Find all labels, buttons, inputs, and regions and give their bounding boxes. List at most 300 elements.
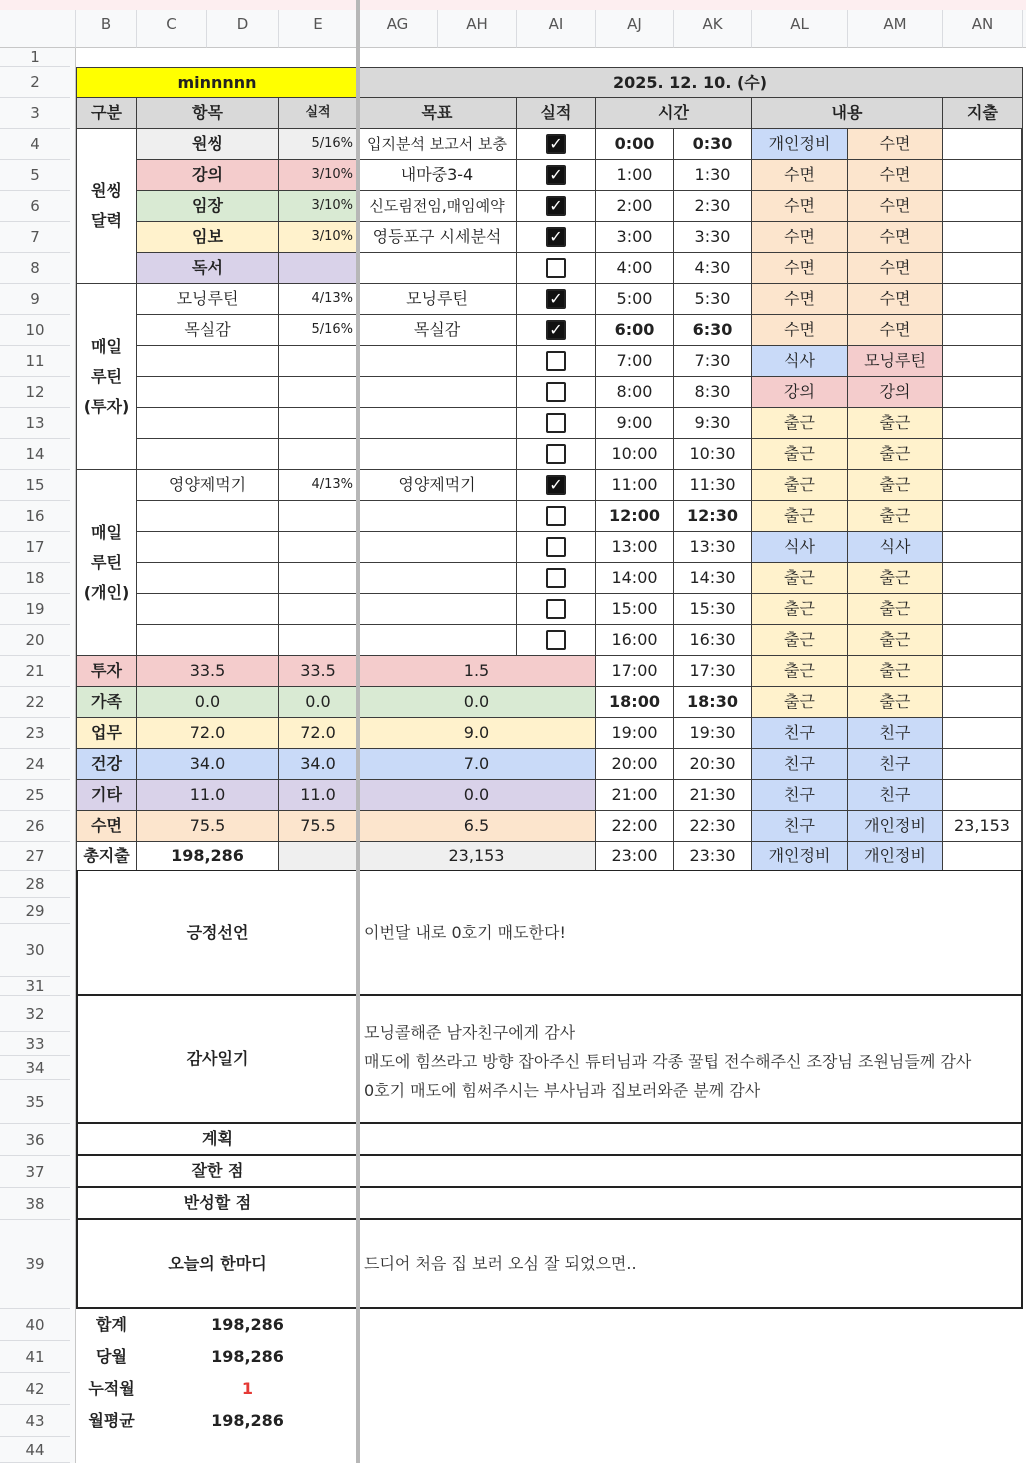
summary-value-2[interactable]: 33.5 — [279, 656, 358, 687]
column-header-C[interactable]: C — [137, 0, 207, 48]
summary-goal[interactable]: 6.5 — [358, 811, 596, 842]
row-number-4[interactable]: 4 — [0, 129, 70, 160]
row-number-26[interactable]: 26 — [0, 811, 70, 842]
checkbox-checked[interactable]: ✓ — [546, 165, 566, 185]
column-header-AI[interactable]: AI — [517, 0, 596, 48]
schedule-end-time[interactable]: 17:30 — [674, 656, 752, 687]
schedule-end-time[interactable]: 3:30 — [674, 222, 752, 253]
row-number-21[interactable]: 21 — [0, 656, 70, 687]
checkbox-unchecked[interactable] — [546, 630, 566, 650]
item-name[interactable]: 강의 — [137, 160, 279, 191]
schedule-activity-a[interactable]: 친구 — [752, 780, 848, 811]
checkbox-checked[interactable]: ✓ — [546, 196, 566, 216]
column-header-AN[interactable]: AN — [943, 0, 1023, 48]
schedule-activity-b[interactable]: 출근 — [848, 470, 943, 501]
item-result[interactable] — [279, 594, 358, 625]
schedule-activity-b[interactable]: 친구 — [848, 718, 943, 749]
checkbox-cell[interactable] — [517, 625, 596, 656]
schedule-end-time[interactable]: 4:30 — [674, 253, 752, 284]
summary-goal[interactable]: 0.0 — [358, 687, 596, 718]
item-goal[interactable] — [358, 563, 517, 594]
item-name[interactable] — [137, 377, 279, 408]
saying-label[interactable]: 오늘의 한마디 — [76, 1220, 358, 1309]
schedule-start-time[interactable]: 19:00 — [596, 718, 674, 749]
schedule-end-time[interactable]: 20:30 — [674, 749, 752, 780]
row-number-38[interactable]: 38 — [0, 1188, 70, 1220]
schedule-activity-b[interactable]: 출근 — [848, 563, 943, 594]
schedule-activity-a[interactable]: 출근 — [752, 687, 848, 718]
schedule-start-time[interactable]: 23:00 — [596, 842, 674, 871]
summary-label[interactable]: 건강 — [76, 749, 137, 780]
summary-value[interactable]: 11.0 — [137, 780, 279, 811]
item-result[interactable] — [279, 532, 358, 563]
item-name[interactable]: 모닝루틴 — [137, 284, 279, 315]
row-number-40[interactable]: 40 — [0, 1309, 70, 1341]
item-name[interactable]: 목실감 — [137, 315, 279, 346]
row-number-6[interactable]: 6 — [0, 191, 70, 222]
schedule-activity-b[interactable]: 모닝루틴 — [848, 346, 943, 377]
schedule-expense[interactable] — [943, 346, 1023, 377]
summary-value-2[interactable]: 11.0 — [279, 780, 358, 811]
schedule-start-time[interactable]: 12:00 — [596, 501, 674, 532]
schedule-activity-b[interactable]: 출근 — [848, 439, 943, 470]
checkbox-unchecked[interactable] — [546, 413, 566, 433]
schedule-activity-a[interactable]: 출근 — [752, 625, 848, 656]
schedule-activity-a[interactable]: 출근 — [752, 408, 848, 439]
checkbox-cell[interactable] — [517, 563, 596, 594]
schedule-activity-a[interactable]: 개인정비 — [752, 842, 848, 871]
schedule-start-time[interactable]: 4:00 — [596, 253, 674, 284]
schedule-activity-a[interactable]: 수면 — [752, 191, 848, 222]
item-result[interactable] — [279, 501, 358, 532]
item-name[interactable] — [137, 346, 279, 377]
schedule-expense[interactable] — [943, 408, 1023, 439]
schedule-activity-a[interactable]: 강의 — [752, 377, 848, 408]
schedule-end-time[interactable]: 23:30 — [674, 842, 752, 871]
row-number-32[interactable]: 32 — [0, 996, 70, 1032]
schedule-expense[interactable] — [943, 470, 1023, 501]
schedule-activity-a[interactable]: 친구 — [752, 811, 848, 842]
schedule-expense[interactable] — [943, 625, 1023, 656]
schedule-expense[interactable] — [943, 377, 1023, 408]
row-number-31[interactable]: 31 — [0, 977, 70, 996]
summary-goal[interactable]: 9.0 — [358, 718, 596, 749]
row-number-23[interactable]: 23 — [0, 718, 70, 749]
header-content[interactable]: 내용 — [752, 98, 943, 129]
header-done[interactable]: 실적 — [517, 98, 596, 129]
schedule-end-time[interactable]: 5:30 — [674, 284, 752, 315]
schedule-activity-b[interactable]: 수면 — [848, 160, 943, 191]
row-number-43[interactable]: 43 — [0, 1405, 70, 1437]
checkbox-checked[interactable]: ✓ — [546, 289, 566, 309]
summary-value[interactable]: 34.0 — [137, 749, 279, 780]
sheet-title[interactable]: minnnnn — [76, 67, 358, 98]
schedule-start-time[interactable]: 10:00 — [596, 439, 674, 470]
checkbox-checked[interactable]: ✓ — [546, 475, 566, 495]
schedule-activity-b[interactable]: 출근 — [848, 625, 943, 656]
summary-label[interactable]: 가족 — [76, 687, 137, 718]
column-header-AK[interactable]: AK — [674, 0, 752, 48]
schedule-expense[interactable] — [943, 563, 1023, 594]
row-number-42[interactable]: 42 — [0, 1373, 70, 1405]
row-number-15[interactable]: 15 — [0, 470, 70, 501]
schedule-start-time[interactable]: 21:00 — [596, 780, 674, 811]
row-number-24[interactable]: 24 — [0, 749, 70, 780]
header-category[interactable]: 구분 — [76, 98, 137, 129]
schedule-activity-a[interactable]: 수면 — [752, 284, 848, 315]
item-goal[interactable] — [358, 253, 517, 284]
checkbox-checked[interactable]: ✓ — [546, 320, 566, 340]
row-number-36[interactable]: 36 — [0, 1124, 70, 1156]
schedule-start-time[interactable]: 7:00 — [596, 346, 674, 377]
checkbox-cell[interactable] — [517, 501, 596, 532]
schedule-activity-a[interactable]: 식사 — [752, 532, 848, 563]
schedule-start-time[interactable]: 5:00 — [596, 284, 674, 315]
checkbox-cell[interactable] — [517, 470, 596, 501]
summary-value-2[interactable]: 72.0 — [279, 718, 358, 749]
item-goal[interactable]: 입지분석 보고서 보충 — [358, 129, 517, 160]
item-name[interactable] — [137, 532, 279, 563]
checkbox-cell[interactable] — [517, 315, 596, 346]
checkbox-unchecked[interactable] — [546, 382, 566, 402]
schedule-activity-b[interactable]: 식사 — [848, 532, 943, 563]
total-expense-value[interactable]: 198,286 — [137, 842, 279, 871]
schedule-start-time[interactable]: 18:00 — [596, 687, 674, 718]
row-number-11[interactable]: 11 — [0, 346, 70, 377]
totals-value[interactable]: 1 — [241, 1379, 254, 1399]
schedule-end-time[interactable]: 0:30 — [674, 129, 752, 160]
schedule-end-time[interactable]: 15:30 — [674, 594, 752, 625]
row-number-41[interactable]: 41 — [0, 1341, 70, 1373]
totals-value[interactable]: 198,286 — [211, 1347, 284, 1367]
schedule-end-time[interactable]: 1:30 — [674, 160, 752, 191]
column-header-AG[interactable]: AG — [358, 0, 438, 48]
row-number-37[interactable]: 37 — [0, 1156, 70, 1188]
schedule-end-time[interactable]: 22:30 — [674, 811, 752, 842]
row-number-1[interactable]: 1 — [0, 48, 70, 67]
schedule-end-time[interactable]: 8:30 — [674, 377, 752, 408]
schedule-activity-a[interactable]: 친구 — [752, 718, 848, 749]
header-time[interactable]: 시간 — [596, 98, 752, 129]
row-number-9[interactable]: 9 — [0, 284, 70, 315]
checkbox-unchecked[interactable] — [546, 599, 566, 619]
schedule-expense[interactable] — [943, 687, 1023, 718]
schedule-activity-a[interactable]: 출근 — [752, 563, 848, 594]
schedule-start-time[interactable]: 9:00 — [596, 408, 674, 439]
summary-label[interactable]: 투자 — [76, 656, 137, 687]
total-expense-goal[interactable]: 23,153 — [358, 842, 596, 871]
schedule-expense[interactable] — [943, 749, 1023, 780]
item-goal[interactable]: 신도림전임,매임예약 — [358, 191, 517, 222]
schedule-activity-a[interactable]: 수면 — [752, 160, 848, 191]
row-number-10[interactable]: 10 — [0, 315, 70, 346]
gratitude-label[interactable]: 감사일기 — [76, 996, 358, 1124]
checkbox-cell[interactable] — [517, 439, 596, 470]
row-number-35[interactable]: 35 — [0, 1080, 70, 1124]
item-goal[interactable] — [358, 594, 517, 625]
schedule-start-time[interactable]: 13:00 — [596, 532, 674, 563]
item-name[interactable] — [137, 501, 279, 532]
row-number-25[interactable]: 25 — [0, 780, 70, 811]
column-header-AL[interactable]: AL — [752, 0, 848, 48]
row-number-39[interactable]: 39 — [0, 1220, 70, 1309]
schedule-activity-a[interactable]: 수면 — [752, 315, 848, 346]
schedule-expense[interactable] — [943, 594, 1023, 625]
row-number-29[interactable]: 29 — [0, 898, 70, 924]
schedule-expense[interactable]: 23,153 — [943, 811, 1023, 842]
schedule-start-time[interactable]: 22:00 — [596, 811, 674, 842]
row-number-14[interactable]: 14 — [0, 439, 70, 470]
row-number-2[interactable]: 2 — [0, 67, 70, 98]
schedule-expense[interactable] — [943, 501, 1023, 532]
item-result[interactable] — [279, 563, 358, 594]
summary-goal[interactable]: 7.0 — [358, 749, 596, 780]
item-result[interactable] — [279, 346, 358, 377]
affirmation-text[interactable]: 이번달 내로 0호기 매도한다! — [358, 871, 1023, 996]
schedule-expense[interactable] — [943, 532, 1023, 563]
schedule-expense[interactable] — [943, 439, 1023, 470]
summary-label[interactable]: 기타 — [76, 780, 137, 811]
reflect-text[interactable] — [358, 1188, 1023, 1220]
frozen-column-divider[interactable] — [356, 0, 360, 1463]
schedule-end-time[interactable]: 16:30 — [674, 625, 752, 656]
checkbox-checked[interactable]: ✓ — [546, 227, 566, 247]
summary-label[interactable]: 업무 — [76, 718, 137, 749]
plan-label[interactable]: 계획 — [76, 1124, 358, 1156]
saying-text[interactable]: 드디어 처음 집 보러 오심 잘 되었으면.. — [358, 1220, 1023, 1309]
row-number-34[interactable]: 34 — [0, 1056, 70, 1080]
schedule-activity-a[interactable]: 출근 — [752, 501, 848, 532]
checkbox-cell[interactable] — [517, 284, 596, 315]
item-goal[interactable] — [358, 346, 517, 377]
summary-value[interactable]: 33.5 — [137, 656, 279, 687]
item-name[interactable] — [137, 439, 279, 470]
schedule-expense[interactable] — [943, 842, 1023, 871]
schedule-activity-b[interactable]: 수면 — [848, 129, 943, 160]
good-text[interactable] — [358, 1156, 1023, 1188]
checkbox-checked[interactable]: ✓ — [546, 134, 566, 154]
item-result[interactable] — [279, 377, 358, 408]
checkbox-unchecked[interactable] — [546, 444, 566, 464]
item-result[interactable]: 5/16% — [279, 129, 358, 160]
row-number-20[interactable]: 20 — [0, 625, 70, 656]
row-number-28[interactable]: 28 — [0, 871, 70, 898]
schedule-start-time[interactable]: 1:00 — [596, 160, 674, 191]
checkbox-cell[interactable] — [517, 346, 596, 377]
schedule-expense[interactable] — [943, 718, 1023, 749]
schedule-activity-b[interactable]: 강의 — [848, 377, 943, 408]
checkbox-cell[interactable] — [517, 129, 596, 160]
schedule-end-time[interactable]: 14:30 — [674, 563, 752, 594]
schedule-expense[interactable] — [943, 160, 1023, 191]
summary-label[interactable]: 수면 — [76, 811, 137, 842]
schedule-expense[interactable] — [943, 780, 1023, 811]
row-number-3[interactable]: 3 — [0, 98, 70, 129]
header-item[interactable]: 항목 — [137, 98, 279, 129]
item-goal[interactable]: 목실감 — [358, 315, 517, 346]
schedule-activity-b[interactable]: 수면 — [848, 315, 943, 346]
checkbox-cell[interactable] — [517, 160, 596, 191]
row-number-12[interactable]: 12 — [0, 377, 70, 408]
schedule-start-time[interactable]: 6:00 — [596, 315, 674, 346]
gratitude-line[interactable]: 모닝콜해준 남자친구에게 감사 — [364, 1023, 576, 1042]
item-goal[interactable] — [358, 439, 517, 470]
column-header-AH[interactable]: AH — [438, 0, 517, 48]
schedule-end-time[interactable]: 9:30 — [674, 408, 752, 439]
gratitude-line[interactable]: 0호기 매도에 힘써주시는 부사님과 집보러와준 분께 감사 — [364, 1081, 761, 1100]
item-name[interactable]: 임보 — [137, 222, 279, 253]
row-number-7[interactable]: 7 — [0, 222, 70, 253]
schedule-activity-a[interactable]: 개인정비 — [752, 129, 848, 160]
row-number-13[interactable]: 13 — [0, 408, 70, 439]
affirmation-label[interactable]: 긍정선언 — [76, 871, 358, 996]
schedule-activity-a[interactable]: 식사 — [752, 346, 848, 377]
totals-value[interactable]: 198,286 — [211, 1411, 284, 1431]
column-header-B[interactable]: B — [76, 0, 137, 48]
checkbox-unchecked[interactable] — [546, 258, 566, 278]
column-header-D[interactable]: D — [207, 0, 279, 48]
schedule-start-time[interactable]: 15:00 — [596, 594, 674, 625]
row-number-19[interactable]: 19 — [0, 594, 70, 625]
gratitude-text[interactable] — [358, 996, 1023, 1124]
row-number-17[interactable]: 17 — [0, 532, 70, 563]
group-label[interactable]: 매일 루틴 (개인) — [76, 470, 137, 656]
checkbox-cell[interactable] — [517, 594, 596, 625]
column-header-AJ[interactable]: AJ — [596, 0, 674, 48]
schedule-activity-a[interactable]: 출근 — [752, 656, 848, 687]
column-header-E[interactable]: E — [279, 0, 358, 48]
summary-value[interactable]: 72.0 — [137, 718, 279, 749]
checkbox-cell[interactable] — [517, 408, 596, 439]
schedule-activity-a[interactable]: 출근 — [752, 470, 848, 501]
schedule-activity-b[interactable]: 친구 — [848, 780, 943, 811]
schedule-start-time[interactable]: 20:00 — [596, 749, 674, 780]
item-result[interactable] — [279, 253, 358, 284]
schedule-start-time[interactable]: 16:00 — [596, 625, 674, 656]
schedule-activity-a[interactable]: 수면 — [752, 222, 848, 253]
schedule-activity-b[interactable]: 개인정비 — [848, 811, 943, 842]
schedule-activity-a[interactable]: 출근 — [752, 594, 848, 625]
summary-value-2[interactable]: 75.5 — [279, 811, 358, 842]
schedule-start-time[interactable]: 3:00 — [596, 222, 674, 253]
item-name[interactable]: 영양제먹기 — [137, 470, 279, 501]
schedule-start-time[interactable]: 0:00 — [596, 129, 674, 160]
checkbox-unchecked[interactable] — [546, 537, 566, 557]
schedule-activity-b[interactable]: 출근 — [848, 408, 943, 439]
item-goal[interactable] — [358, 377, 517, 408]
header-goal[interactable]: 목표 — [358, 98, 517, 129]
schedule-start-time[interactable]: 8:00 — [596, 377, 674, 408]
row-number-22[interactable]: 22 — [0, 687, 70, 718]
schedule-expense[interactable] — [943, 222, 1023, 253]
schedule-activity-b[interactable]: 출근 — [848, 656, 943, 687]
row-number-30[interactable]: 30 — [0, 924, 70, 977]
item-goal[interactable] — [358, 501, 517, 532]
schedule-end-time[interactable]: 6:30 — [674, 315, 752, 346]
schedule-expense[interactable] — [943, 253, 1023, 284]
group-label[interactable]: 원씽 달력 — [76, 129, 137, 284]
item-result[interactable]: 3/10% — [279, 191, 358, 222]
item-result[interactable]: 4/13% — [279, 284, 358, 315]
schedule-activity-b[interactable]: 출근 — [848, 594, 943, 625]
checkbox-cell[interactable] — [517, 377, 596, 408]
summary-goal[interactable]: 0.0 — [358, 780, 596, 811]
checkbox-unchecked[interactable] — [546, 568, 566, 588]
schedule-activity-b[interactable]: 개인정비 — [848, 842, 943, 871]
totals-value[interactable]: 198,286 — [211, 1315, 284, 1335]
item-goal[interactable] — [358, 532, 517, 563]
schedule-expense[interactable] — [943, 656, 1023, 687]
schedule-start-time[interactable]: 11:00 — [596, 470, 674, 501]
schedule-activity-a[interactable]: 수면 — [752, 253, 848, 284]
row-number-18[interactable]: 18 — [0, 563, 70, 594]
row-number-33[interactable]: 33 — [0, 1032, 70, 1056]
schedule-activity-b[interactable]: 수면 — [848, 284, 943, 315]
checkbox-unchecked[interactable] — [546, 351, 566, 371]
schedule-end-time[interactable]: 19:30 — [674, 718, 752, 749]
plan-text[interactable] — [358, 1124, 1023, 1156]
summary-value[interactable]: 0.0 — [137, 687, 279, 718]
checkbox-cell[interactable] — [517, 191, 596, 222]
schedule-end-time[interactable]: 2:30 — [674, 191, 752, 222]
schedule-activity-b[interactable]: 수면 — [848, 222, 943, 253]
item-goal[interactable]: 영등포구 시세분석 — [358, 222, 517, 253]
checkbox-unchecked[interactable] — [546, 506, 566, 526]
gratitude-line[interactable]: 매도에 힘쓰라고 방향 잡아주신 튜터님과 각종 꿀팁 전수해주신 조장님 조원님들께 감사 — [364, 1052, 972, 1071]
item-name[interactable] — [137, 594, 279, 625]
schedule-end-time[interactable]: 10:30 — [674, 439, 752, 470]
column-header-AM[interactable]: AM — [848, 0, 943, 48]
schedule-end-time[interactable]: 7:30 — [674, 346, 752, 377]
row-number-44[interactable]: 44 — [0, 1437, 70, 1463]
total-expense-label[interactable]: 총지출 — [76, 842, 137, 871]
row-number-8[interactable]: 8 — [0, 253, 70, 284]
date-header[interactable]: 2025. 12. 10. (수) — [358, 67, 1023, 98]
schedule-activity-a[interactable]: 친구 — [752, 749, 848, 780]
summary-value[interactable]: 75.5 — [137, 811, 279, 842]
row-number-16[interactable]: 16 — [0, 501, 70, 532]
item-result[interactable]: 3/10% — [279, 222, 358, 253]
schedule-activity-b[interactable]: 친구 — [848, 749, 943, 780]
item-result[interactable] — [279, 439, 358, 470]
schedule-activity-b[interactable]: 수면 — [848, 253, 943, 284]
schedule-expense[interactable] — [943, 191, 1023, 222]
checkbox-cell[interactable] — [517, 222, 596, 253]
summary-goal[interactable]: 1.5 — [358, 656, 596, 687]
item-name[interactable] — [137, 625, 279, 656]
header-result[interactable]: 실적 — [279, 98, 358, 129]
item-name[interactable]: 독서 — [137, 253, 279, 284]
summary-value-2[interactable]: 0.0 — [279, 687, 358, 718]
row-number-27[interactable]: 27 — [0, 842, 70, 871]
item-goal[interactable]: 모닝루틴 — [358, 284, 517, 315]
item-goal[interactable]: 영양제먹기 — [358, 470, 517, 501]
schedule-end-time[interactable]: 21:30 — [674, 780, 752, 811]
item-result[interactable]: 3/10% — [279, 160, 358, 191]
group-label[interactable]: 매일 루틴 (투자) — [76, 284, 137, 470]
schedule-expense[interactable] — [943, 284, 1023, 315]
item-goal[interactable] — [358, 625, 517, 656]
item-name[interactable] — [137, 408, 279, 439]
schedule-start-time[interactable]: 14:00 — [596, 563, 674, 594]
item-result[interactable] — [279, 408, 358, 439]
item-result[interactable]: 5/16% — [279, 315, 358, 346]
schedule-expense[interactable] — [943, 315, 1023, 346]
schedule-expense[interactable] — [943, 129, 1023, 160]
checkbox-cell[interactable] — [517, 532, 596, 563]
schedule-end-time[interactable]: 12:30 — [674, 501, 752, 532]
reflect-label[interactable]: 반성할 점 — [76, 1188, 358, 1220]
